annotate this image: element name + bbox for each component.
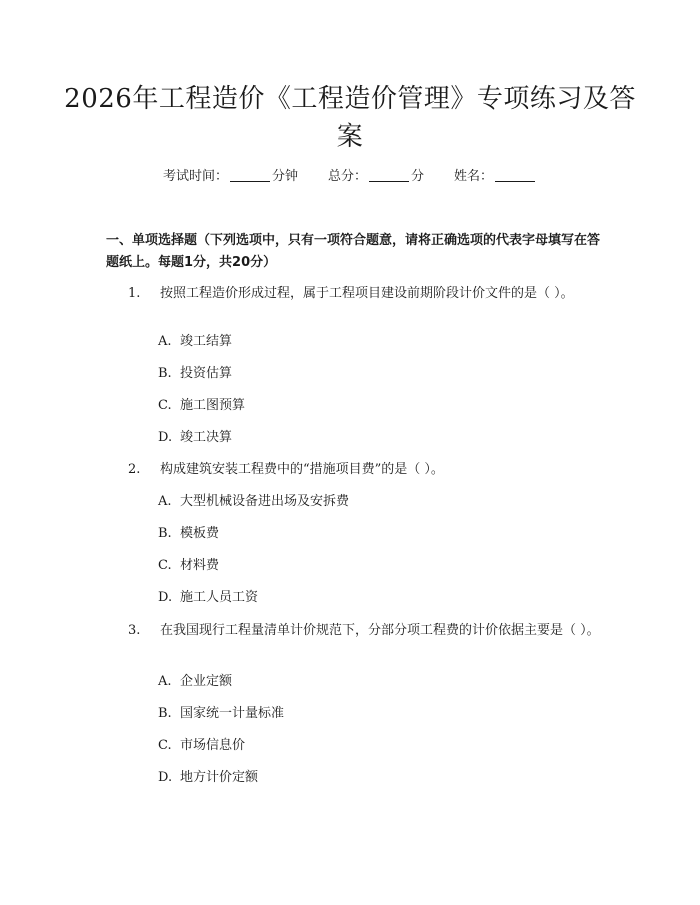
question-number: 1. <box>128 286 141 301</box>
option-text: 模板费 <box>180 526 220 541</box>
option-2a <box>158 493 349 511</box>
question-number: 3. <box>128 623 141 638</box>
option-text: 施工图预算 <box>180 398 246 413</box>
option-text: 地方计价定额 <box>180 770 259 785</box>
exam-time-unit: 分钟 <box>271 169 298 184</box>
option-text: 企业定额 <box>180 674 233 689</box>
question-text: 按照工程造价形成过程，属于工程项目建设前期阶段计价文件的是（ ）。 <box>160 286 574 301</box>
question-text: 构成建筑安装工程费中的“措施项目费”的是（ ）。 <box>160 462 444 477</box>
question-3 <box>106 620 606 642</box>
option-text: 大型机械设备进出场及安拆费 <box>180 494 350 509</box>
exam-time-label: 考试时间： <box>162 169 228 184</box>
option-2d <box>158 589 258 607</box>
question-text: 在我国现行工程量清单计价规范下，分部分项工程费的计价依据主要是（ ）。 <box>160 623 600 638</box>
option-3d <box>158 769 258 787</box>
total-score-label: 总分： <box>327 169 367 184</box>
option-1d <box>158 429 232 447</box>
question-number: 2. <box>128 462 141 477</box>
option-2c <box>158 557 219 575</box>
option-letter: A. <box>158 334 172 349</box>
option-letter: A. <box>158 674 172 689</box>
option-3c <box>158 737 245 755</box>
question-2 <box>106 459 606 481</box>
option-letter: B. <box>158 366 172 381</box>
option-letter: C. <box>158 738 172 753</box>
option-text: 市场信息价 <box>180 738 246 753</box>
option-text: 竣工结算 <box>180 334 233 349</box>
option-3b <box>158 705 284 723</box>
option-1b <box>158 365 232 383</box>
name-label: 姓名： <box>454 169 494 184</box>
option-text: 投资估算 <box>180 366 233 381</box>
option-letter: D. <box>158 430 173 445</box>
option-3a <box>158 673 232 691</box>
exam-time-blank <box>230 181 270 182</box>
option-letter: B. <box>158 706 172 721</box>
section-heading: 一、单项选择题（下列选项中，只有一项符合题意，请将正确选项的代表字母填写在答题纸上。每题1分，共20分） <box>106 233 601 270</box>
exam-info-line <box>0 168 700 186</box>
option-text: 国家统一计量标准 <box>180 706 285 721</box>
option-letter: D. <box>158 770 173 785</box>
option-1a <box>158 333 232 351</box>
option-letter: B. <box>158 526 172 541</box>
total-score-unit: 分 <box>411 169 425 184</box>
option-letter: C. <box>158 558 172 573</box>
question-1 <box>106 283 606 305</box>
name-blank <box>495 181 535 182</box>
total-score-blank <box>369 181 409 182</box>
option-text: 竣工决算 <box>180 430 233 445</box>
option-2b <box>158 525 219 543</box>
option-letter: A. <box>158 494 172 509</box>
option-letter: C. <box>158 398 172 413</box>
option-text: 施工人员工资 <box>180 590 259 605</box>
option-text: 材料费 <box>180 558 220 573</box>
option-1c <box>158 397 245 415</box>
page-title: 2026年工程造价《工程造价管理》专项练习及答案 <box>64 84 636 152</box>
option-letter: D. <box>158 590 173 605</box>
